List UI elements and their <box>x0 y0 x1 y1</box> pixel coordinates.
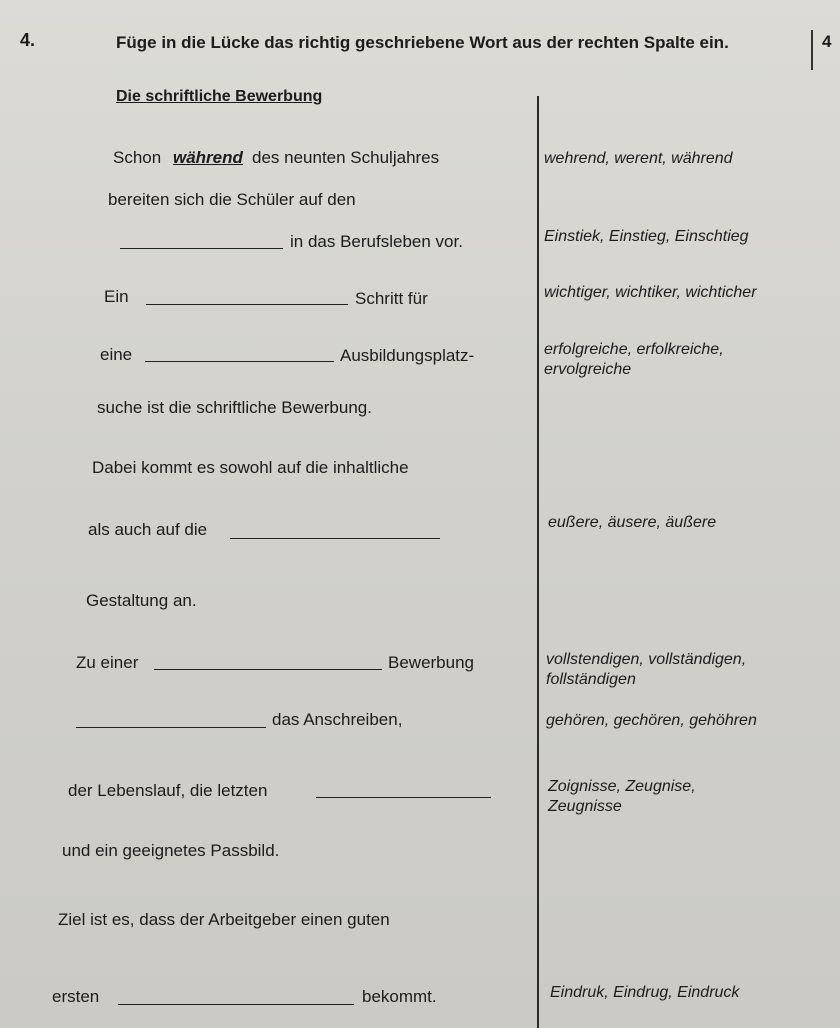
text-r15-b: bekommt. <box>362 987 437 1006</box>
text-r10-b: Bewerbung <box>388 653 475 672</box>
text-r1-b: des neunten Schuljahres <box>252 148 440 167</box>
blank-7[interactable] <box>76 727 266 728</box>
option-4-line2: ervolgreiche <box>544 361 632 378</box>
text-r3-b: in das Berufsleben vor. <box>290 232 463 251</box>
option-9: Eindruk, Eindrug, Eindruck <box>550 984 740 1001</box>
blank-8[interactable] <box>316 797 491 798</box>
option-1: wehrend, werent, während <box>544 150 733 167</box>
text-r12-a: der Lebenslauf, die letzten <box>68 781 268 800</box>
text-r10-a: Zu einer <box>76 653 139 672</box>
task-instruction: Füge in die Lücke das richtig geschriebene Wort aus der rechten Spalte ein. <box>116 33 729 52</box>
text-r5-b: Ausbildungsplatz- <box>340 346 475 365</box>
blank-2[interactable] <box>120 248 283 249</box>
option-3: wichtiger, wichtiker, wichticher <box>544 284 757 301</box>
text-r4-a: Ein <box>104 287 129 306</box>
text-title: Die schriftliche Bewerbung <box>116 88 323 105</box>
blank-4[interactable] <box>145 361 334 362</box>
option-4-line1: erfolgreiche, erfolkreiche, <box>544 341 724 358</box>
text-r15-a: ersten <box>52 987 100 1006</box>
blank-6[interactable] <box>154 669 382 670</box>
option-8-line2: Zeugnisse <box>548 798 622 815</box>
task-number: 4. <box>20 30 36 50</box>
option-6-line2: follständigen <box>546 671 636 688</box>
text-r6: suche ist die schriftliche Bewerbung. <box>97 398 372 417</box>
text-r13: und ein geeignetes Passbild. <box>62 841 280 860</box>
text-r5-a: eine <box>100 345 133 364</box>
column-divider <box>537 96 539 1028</box>
points-divider <box>811 30 813 70</box>
task-points: 4 <box>822 32 832 51</box>
option-2: Einstiek, Einstieg, Einschtieg <box>544 228 749 245</box>
text-r4-b: Schritt für <box>355 289 428 308</box>
option-7: gehören, gechören, gehöhren <box>546 712 757 729</box>
text-r8-a: als auch auf die <box>88 520 208 539</box>
text-r14: Ziel ist es, dass der Arbeitgeber einen guten <box>58 910 390 929</box>
text-r7: Dabei kommt es sowohl auf die inhaltliche <box>92 458 409 477</box>
text-r11-b: das Anschreiben, <box>272 710 403 729</box>
text-r2: bereiten sich die Schüler auf den <box>108 190 356 209</box>
blank-3[interactable] <box>146 304 348 305</box>
option-5: eußere, äusere, äußere <box>548 514 717 531</box>
option-6-line1: vollstendigen, vollständigen, <box>546 651 747 668</box>
blank-9[interactable] <box>118 1004 354 1005</box>
filled-answer-example: während <box>173 148 243 167</box>
option-8-line1: Zoignisse, Zeugnise, <box>548 778 696 795</box>
blank-5[interactable] <box>230 538 440 539</box>
text-r1-a: Schon <box>113 148 162 167</box>
text-r9: Gestaltung an. <box>86 591 197 610</box>
